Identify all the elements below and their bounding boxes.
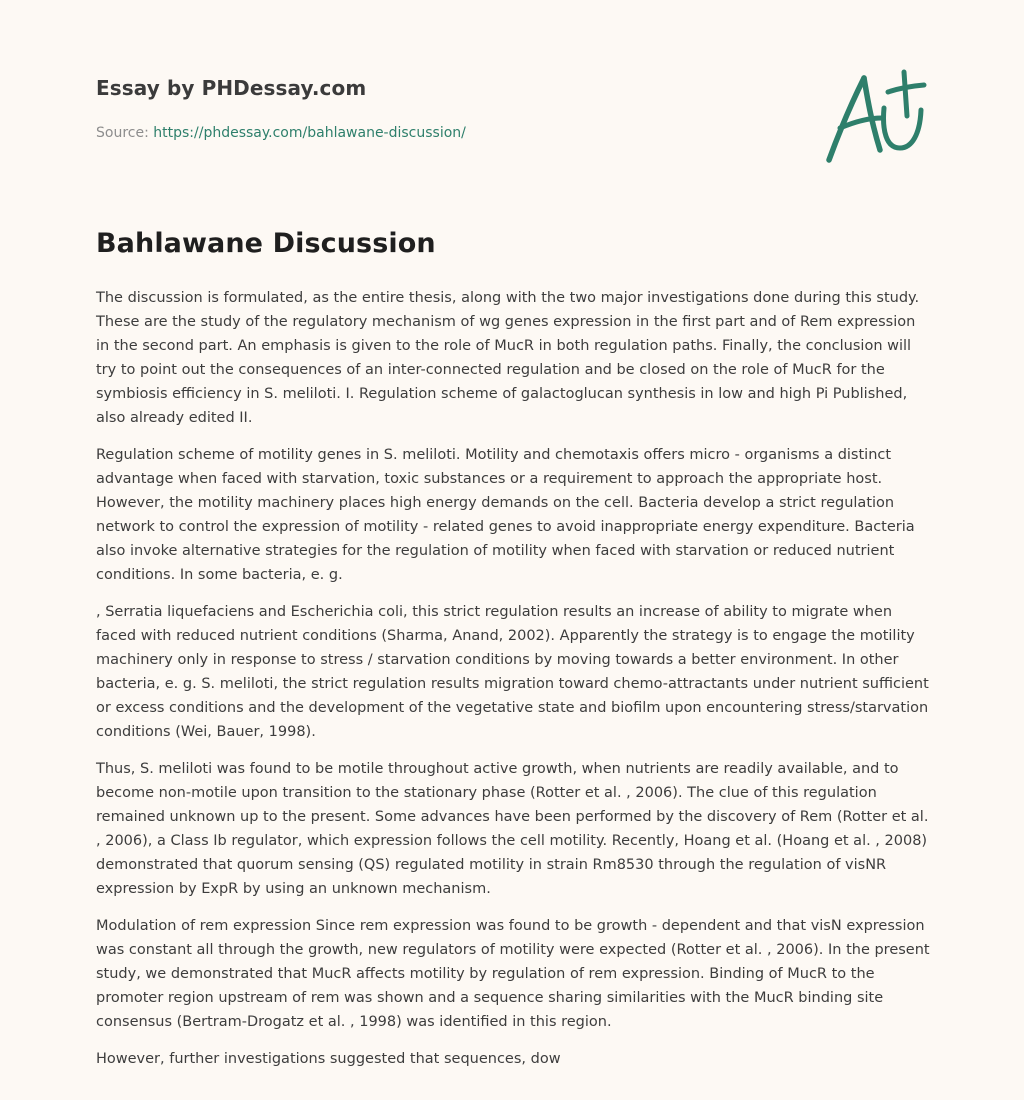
essay-paragraph: Thus, S. meliloti was found to be motile throughout active growth, when nutrients are readily available, and to become non-motile upon transition to the stationary phase (Rotter et al. , 2006). The clue of this regulation remained unknown up to the present. Some advances have been performed by the discovery of Rem (Rotter et al. , 2006), a Class Ib regulator, which expression follows the cell motility. Recently, Hoang et al. (Hoang et al. , 2008) demonstrated that quorum sensing (QS) regulated motility in strain Rm8530 through the regulation of visNR expression by ExpR by using an unknown mechanism. xyxy=(96,761,929,897)
essay-body xyxy=(96,286,932,1084)
site-brand: Essay by PHDessay.com xyxy=(96,76,367,100)
essay-paragraph: Regulation scheme of motility genes in S. meliloti. Motility and chemotaxis offers micro - organisms a distinct advantage when faced with starvation, toxic substances or a requirement to approach the appropriate host. However, the motility machinery places high energy demands on the cell. Bacteria develop a strict regulation network to control the expression of motility - related genes to avoid inappropriate energy expenditure. Bacteria also invoke alternative strategies for the regulation of motility when faced with starvation or reduced nutrient conditions. In some bacteria, e. g. xyxy=(96,447,915,583)
source-line xyxy=(96,125,466,141)
essay-paragraph: The discussion is formulated, as the entire thesis, along with the two major investigations done during this study. These are the study of the regulatory mechanism of wg genes expression in the first part and of Rem expression in the second part. An emphasis is given to the role of MucR in both regulation paths. Finally, the conclusion will try to point out the consequences of an inter-connected regulation and be closed on the role of MucR for the symbiosis efficiency in S. meliloti. I. Regulation scheme of galactoglucan synthesis in low and high Pi Published, also already edited II. xyxy=(96,290,920,426)
essay-paragraph: However, further investigations suggested that sequences, dow xyxy=(96,1051,561,1067)
source-link[interactable]: https://phdessay.com/bahlawane-discussion/ xyxy=(153,125,466,141)
essay-title: Bahlawane Discussion xyxy=(96,228,436,259)
a-plus-grade-icon xyxy=(824,68,928,164)
essay-header xyxy=(96,0,932,200)
source-label: Source: xyxy=(96,125,154,141)
essay-paragraph: Modulation of rem expression Since rem expression was found to be growth - dependent and that visN expression was constant all through the growth, new regulators of motility were expected (Rotter et al. , 2006). In the present study, we demonstrated that MucR affects motility by regulation of rem expression. Binding of MucR to the promoter region upstream of rem was shown and a sequence sharing similarities with the MucR binding site consensus (Bertram-Drogatz et al. , 1998) was identified in this region. xyxy=(96,918,930,1030)
essay-page xyxy=(96,0,932,1067)
essay-paragraph: , Serratia liquefaciens and Escherichia coli, this strict regulation results an increase of ability to migrate when faced with reduced nutrient conditions (Sharma, Anand, 2002). Apparently the strategy is to engage the motility machinery only in response to stress / starvation conditions by moving towards a better environment. In other bacteria, e. g. S. meliloti, the strict regulation results migration toward chemo-attractants under nutrient sufficient or excess conditions and the development of the vegetative state and biofilm upon encountering stress/starvation conditions (Wei, Bauer, 1998). xyxy=(96,604,929,740)
